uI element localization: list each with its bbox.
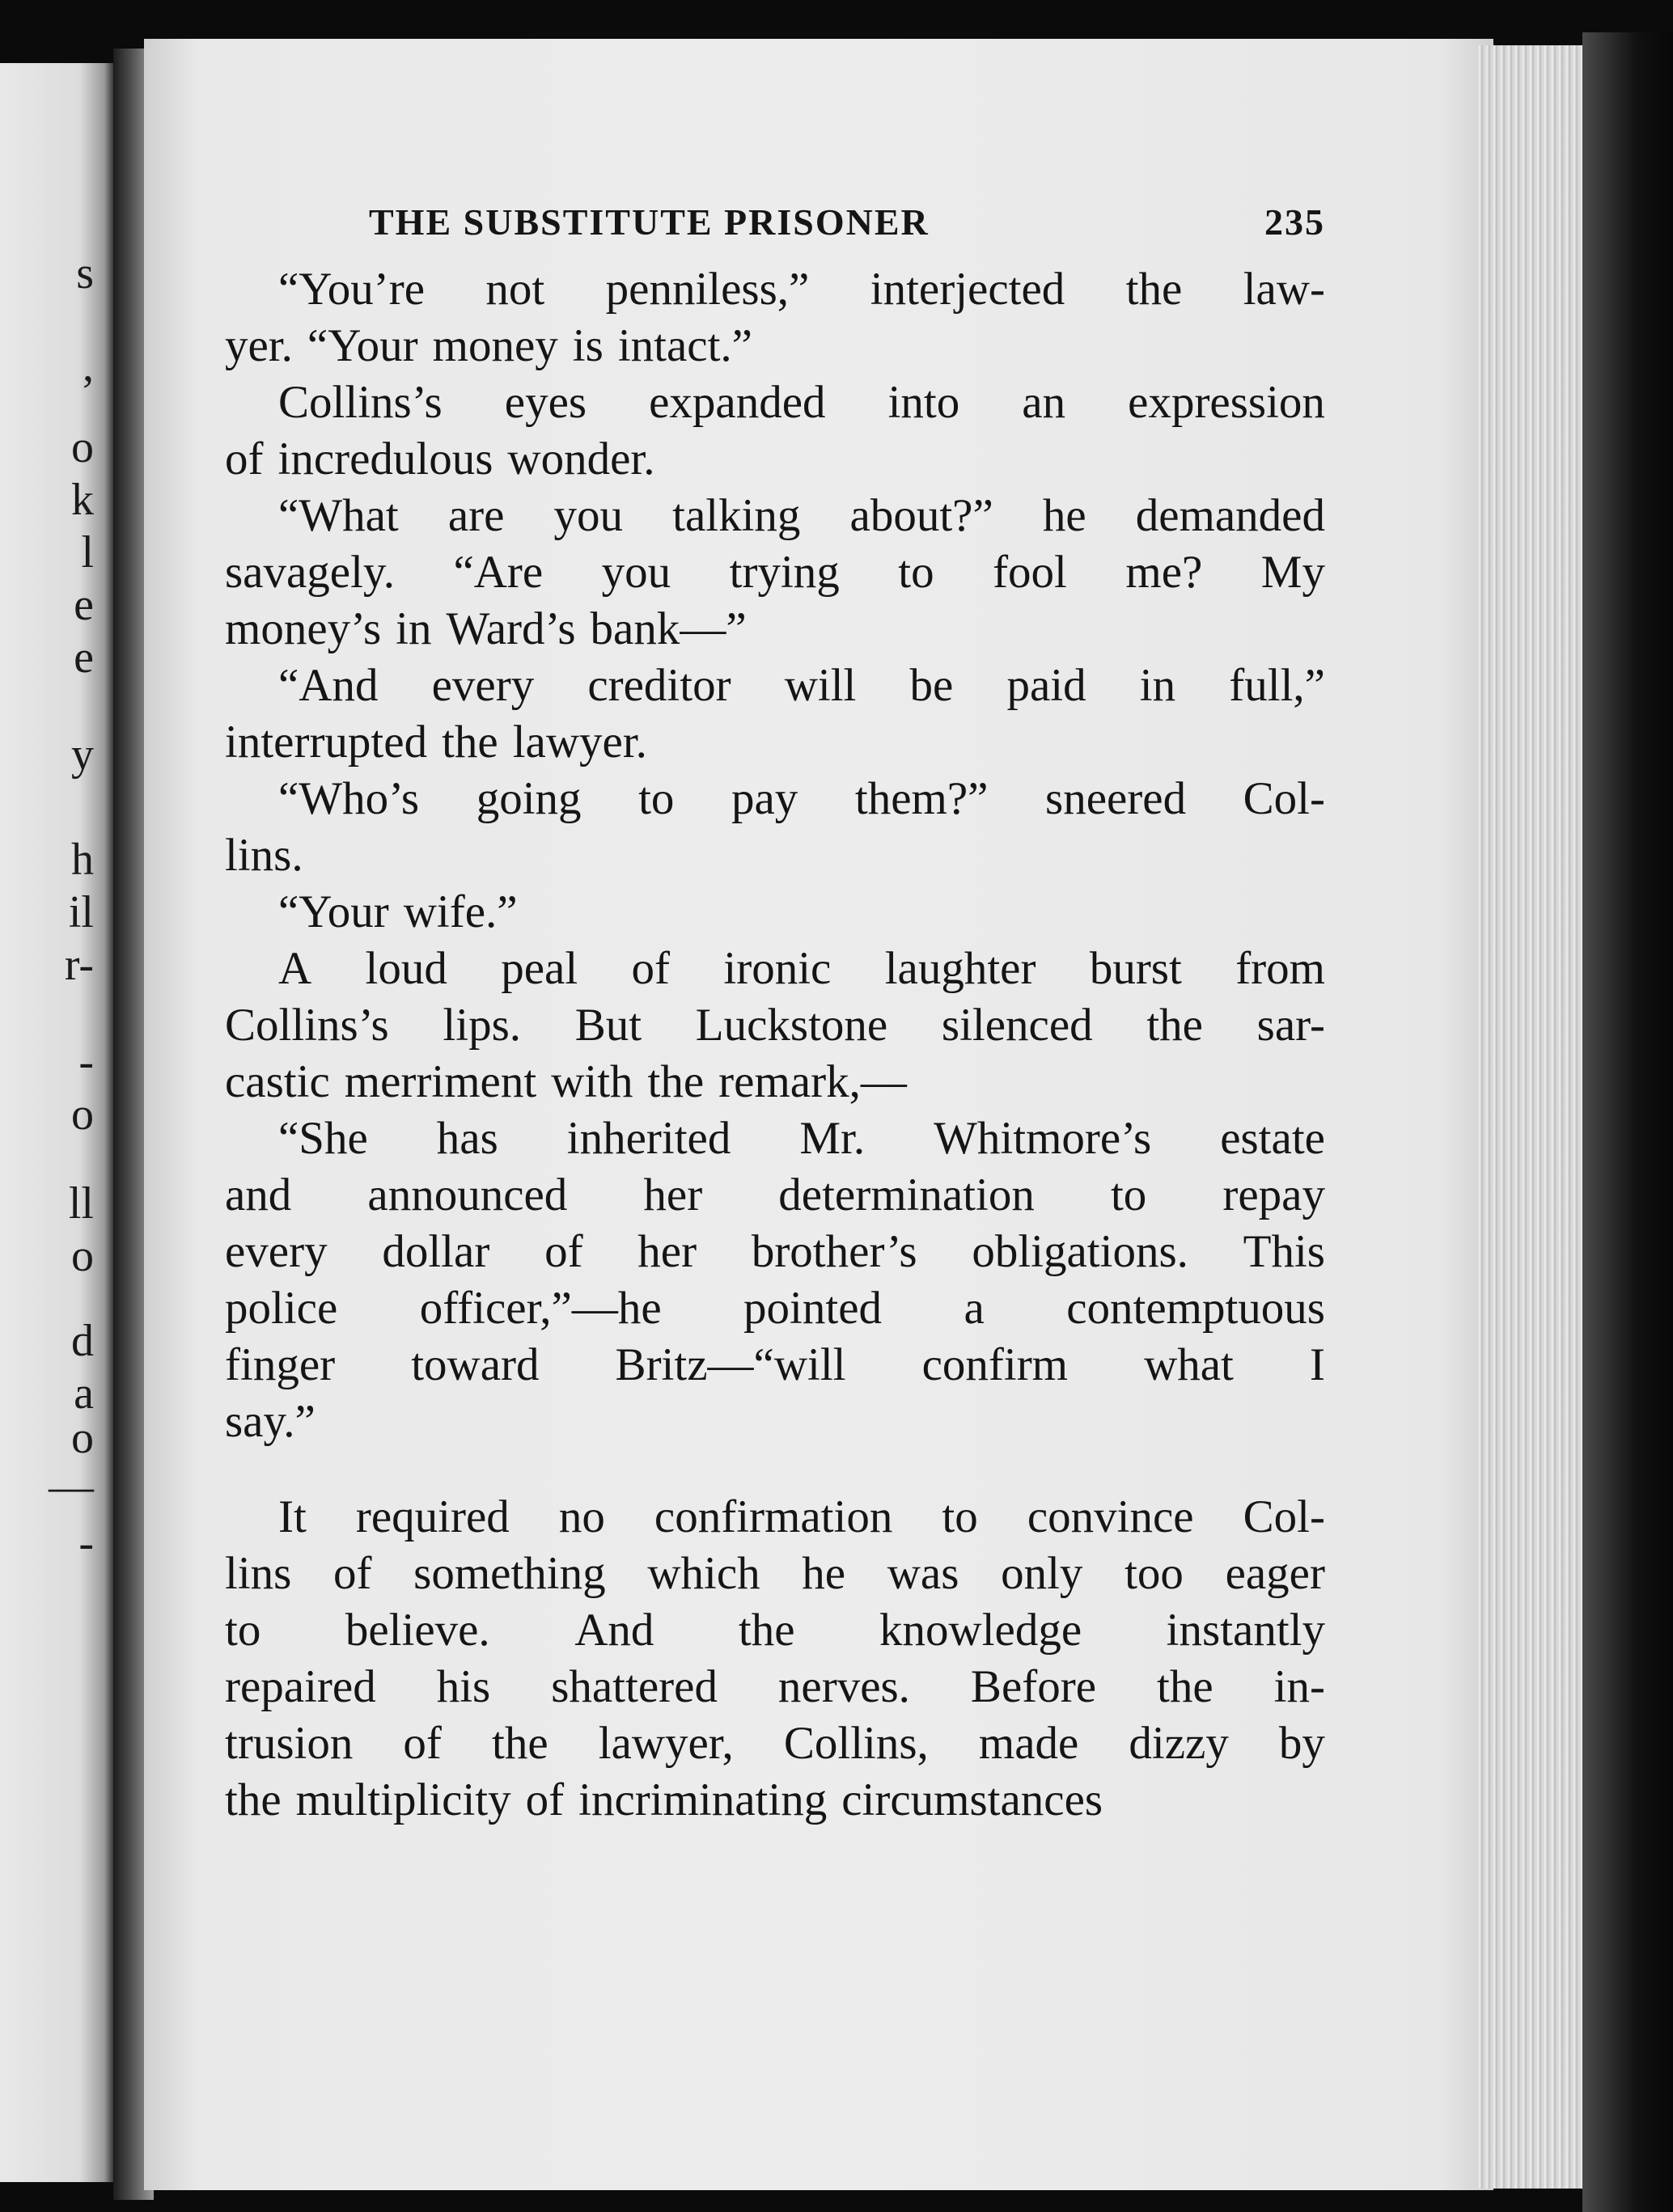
text-line [225, 1715, 1325, 1772]
word: incriminating [578, 1774, 828, 1825]
word: My [1260, 547, 1325, 598]
text-line [225, 318, 1325, 374]
word: dizzy [1129, 1718, 1229, 1769]
word: contemptuous [1066, 1283, 1325, 1334]
facing-page-fragment: e [74, 632, 94, 683]
word: finger [225, 1339, 336, 1390]
facing-page-edge [0, 63, 113, 2182]
facing-page-fragment: il [68, 887, 94, 937]
word: Whitmore’s [934, 1113, 1152, 1164]
word: not [485, 264, 545, 315]
word: by [1278, 1718, 1325, 1769]
word: will [784, 660, 857, 711]
word: trying [729, 547, 840, 598]
word: inherited [566, 1113, 731, 1164]
word: what [1144, 1339, 1234, 1390]
word: eyes [504, 377, 587, 428]
text-line [225, 1167, 1325, 1224]
word: “What [278, 490, 399, 541]
word: convince [1027, 1491, 1194, 1542]
word: nerves. [777, 1661, 910, 1712]
facing-page-fragment: o [71, 1413, 94, 1463]
word: the [442, 717, 498, 768]
word: money’s [225, 603, 382, 654]
text-line [225, 544, 1325, 601]
word: penniless,” [605, 264, 810, 315]
word: interjected [870, 264, 1065, 315]
word: eager [1225, 1548, 1325, 1599]
word: Ward’s [446, 603, 576, 654]
word: no [558, 1491, 605, 1542]
word: of [544, 1226, 583, 1277]
word: lips. [443, 1000, 522, 1051]
word: pay [731, 773, 798, 824]
word: full,” [1229, 660, 1325, 711]
text-line [225, 374, 1325, 431]
running-header [225, 201, 1325, 243]
word: wife.” [403, 886, 518, 937]
word: too [1125, 1548, 1184, 1599]
word: from [1235, 943, 1325, 994]
word: in- [1273, 1661, 1325, 1712]
word: the [738, 1605, 795, 1656]
word: her [643, 1169, 703, 1220]
word: the [647, 1056, 705, 1107]
word: he [1042, 490, 1086, 541]
word: “Who’s [278, 773, 420, 824]
word: lawyer. [512, 717, 647, 768]
text-line [225, 658, 1325, 714]
word: fool [993, 547, 1067, 598]
word: only [1001, 1548, 1083, 1599]
facing-page-fragment: o [71, 1089, 94, 1140]
word: talking [672, 490, 801, 541]
word: in [1139, 660, 1176, 711]
running-title: THE SUBSTITUTE PRISONER [369, 201, 930, 243]
word: the [1125, 264, 1183, 315]
word: This [1243, 1226, 1325, 1277]
word: I [1309, 1339, 1325, 1390]
word: intact.” [617, 320, 752, 371]
word: peal [501, 943, 578, 994]
word: Col- [1243, 1491, 1325, 1542]
word: her [637, 1226, 697, 1277]
word: law- [1243, 264, 1325, 315]
word: “And [278, 660, 379, 711]
word: Luckstone [695, 1000, 888, 1051]
word: wonder. [507, 434, 655, 484]
word: Britz—“will [615, 1339, 846, 1390]
word: Collins’s [278, 377, 443, 428]
text-line [225, 1224, 1325, 1280]
facing-page-fragment: h [71, 835, 94, 885]
facing-page-fragment: d [71, 1316, 94, 1366]
word: “She [278, 1113, 368, 1164]
word: It [278, 1491, 307, 1542]
word: with [551, 1056, 633, 1107]
facing-page-fragment: ll [68, 1178, 94, 1229]
word: laughter [884, 943, 1036, 994]
word: trusion [225, 1718, 354, 1769]
word: in [396, 603, 432, 654]
word: obligations. [972, 1226, 1188, 1277]
word: incredulous [277, 434, 493, 484]
word: are [447, 490, 505, 541]
word: to [942, 1491, 978, 1542]
facing-page-fragment: a [74, 1368, 94, 1419]
word: of [403, 1718, 442, 1769]
word: And [574, 1605, 654, 1656]
text-line [225, 714, 1325, 771]
word: merriment [344, 1056, 537, 1107]
word: Collins, [783, 1718, 929, 1769]
word: to [1110, 1169, 1147, 1220]
word: every [225, 1226, 328, 1277]
word: Col- [1243, 773, 1325, 824]
word: going [476, 773, 582, 824]
word: something [413, 1548, 606, 1599]
word: Before [970, 1661, 1097, 1712]
text-line [225, 1602, 1325, 1659]
word: sar- [1256, 1000, 1325, 1051]
word: paid [1006, 660, 1086, 711]
word: was [887, 1548, 959, 1599]
page-edges [1477, 45, 1582, 2189]
word: multiplicity [295, 1774, 511, 1825]
word: “Are [453, 547, 544, 598]
word: circumstances [841, 1774, 1103, 1825]
text-line [225, 261, 1325, 318]
word: savagely. [225, 547, 395, 598]
word: ironic [723, 943, 832, 994]
word: an [1022, 377, 1066, 428]
word: confirmation [654, 1491, 893, 1542]
word: into [887, 377, 960, 428]
word: every [431, 660, 535, 711]
paragraph-gap [225, 1450, 1325, 1489]
word: you [553, 490, 624, 541]
word: lins [225, 1548, 292, 1599]
word: of [225, 434, 264, 484]
word: police [225, 1283, 338, 1334]
word: made [978, 1718, 1079, 1769]
facing-page-fragment: - [78, 1037, 94, 1087]
edge-shadow [1582, 32, 1673, 2212]
word: he [802, 1548, 846, 1599]
page-number: 235 [1264, 201, 1325, 243]
word: loud [365, 943, 447, 994]
word: shattered [551, 1661, 718, 1712]
word: lins. [225, 830, 303, 881]
word: be [909, 660, 954, 711]
word: estate [1220, 1113, 1325, 1164]
facing-page-fragment: o [71, 422, 94, 472]
word: believe. [345, 1605, 490, 1656]
text-line [225, 1280, 1325, 1337]
word: remark,— [718, 1056, 907, 1107]
text-line [225, 1489, 1325, 1546]
word: toward [411, 1339, 540, 1390]
word: to [638, 773, 675, 824]
word: Mr. [799, 1113, 866, 1164]
word: dollar [382, 1226, 490, 1277]
word: me? [1125, 547, 1203, 598]
word: knowledge [879, 1605, 1082, 1656]
text-line [225, 601, 1325, 658]
word: yer. [225, 320, 293, 371]
word: his [436, 1661, 491, 1712]
text-line [225, 1659, 1325, 1715]
word: “Your [307, 320, 418, 371]
text-line [225, 941, 1325, 997]
text-line [225, 488, 1325, 544]
word: has [436, 1113, 498, 1164]
word: But [574, 1000, 642, 1051]
word: “You’re [278, 264, 426, 315]
word: money [432, 320, 558, 371]
word: about?” [849, 490, 993, 541]
text-line [225, 431, 1325, 488]
text-line [225, 884, 1325, 941]
word: pointed [743, 1283, 883, 1334]
word: expression [1128, 377, 1325, 428]
word: repaired [225, 1661, 376, 1712]
word: creditor [587, 660, 731, 711]
word: burst [1089, 943, 1182, 994]
word: silenced [941, 1000, 1093, 1051]
text-line [225, 1337, 1325, 1394]
facing-page-fragment: l [81, 527, 94, 577]
word: expanded [649, 377, 826, 428]
facing-page-fragment: , [83, 341, 94, 391]
word: say.” [225, 1396, 316, 1447]
facing-page-fragment: e [74, 580, 94, 630]
text-line [225, 1054, 1325, 1110]
word: demanded [1135, 490, 1325, 541]
word: to [225, 1605, 261, 1656]
facing-page-fragment: — [49, 1461, 94, 1512]
text-line [225, 997, 1325, 1054]
facing-page-fragment: y [71, 730, 94, 780]
word: the [1146, 1000, 1203, 1051]
word: a [964, 1283, 985, 1334]
word: required [355, 1491, 510, 1542]
word: the [225, 1774, 282, 1825]
word: to [898, 547, 934, 598]
text-line [225, 827, 1325, 884]
text-line [225, 1394, 1325, 1450]
word: officer,”—he [419, 1283, 662, 1334]
body-text [225, 261, 1325, 1829]
word: “Your [278, 886, 389, 937]
facing-page-fragment: s [76, 248, 94, 298]
word: Collins’s [225, 1000, 389, 1051]
word: announced [367, 1169, 568, 1220]
word: and [225, 1169, 292, 1220]
word: which [647, 1548, 760, 1599]
facing-page-fragment: r- [64, 940, 94, 990]
page-text [225, 201, 1325, 1829]
word: them?” [854, 773, 989, 824]
word: determination [778, 1169, 1035, 1220]
word: of [525, 1774, 565, 1825]
word: interrupted [225, 717, 428, 768]
word: sneered [1045, 773, 1187, 824]
word: instantly [1166, 1605, 1325, 1656]
word: of [333, 1548, 372, 1599]
word: lawyer, [598, 1718, 734, 1769]
word: castic [225, 1056, 330, 1107]
word: the [1157, 1661, 1213, 1712]
word: repay [1222, 1169, 1325, 1220]
text-line [225, 1772, 1325, 1829]
text-line [225, 1110, 1325, 1167]
text-line [225, 771, 1325, 827]
word: confirm [921, 1339, 1069, 1390]
word: bank—” [590, 603, 747, 654]
facing-page-fragment: k [71, 475, 94, 525]
text-line [225, 1546, 1325, 1602]
word: A [278, 943, 312, 994]
word: is [572, 320, 604, 371]
facing-page-fragment: o [71, 1231, 94, 1281]
facing-page-fragment: - [78, 1518, 94, 1568]
word: of [631, 943, 671, 994]
word: the [491, 1718, 548, 1769]
word: you [601, 547, 671, 598]
book-page [144, 39, 1493, 2190]
word: brother’s [751, 1226, 917, 1277]
